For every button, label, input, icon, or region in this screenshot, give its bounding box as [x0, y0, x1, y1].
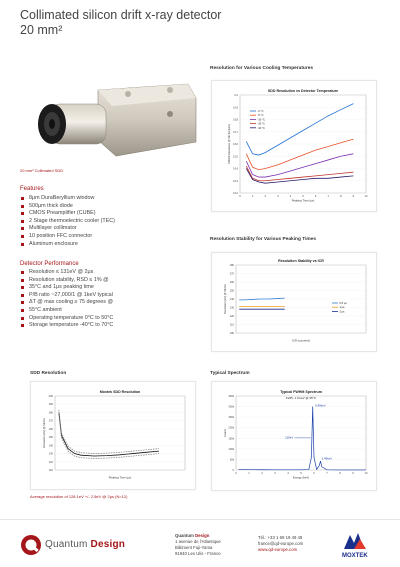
feature-item: CMOS Preamplifier (CUBE)	[20, 210, 195, 218]
wordmark-design: Design	[90, 539, 126, 550]
legend-label: -30 °C	[257, 126, 265, 130]
y-tick-label: 100	[229, 332, 234, 335]
y-tick-label: 0.18	[232, 118, 238, 122]
y-tick-label: 160	[48, 427, 53, 431]
wordmark-quantum: Quantum	[45, 539, 88, 550]
performance-item: ΔT @ max cooling ≥ 75 degrees @	[20, 299, 195, 307]
y-tick-label: 190	[48, 403, 53, 407]
product-photo	[20, 70, 198, 166]
figure-title-stability: Resolution Stability for Various Peaking Times	[210, 237, 317, 242]
moxtek-logo	[340, 531, 380, 564]
website-link[interactable]: www.qd-europe.com	[258, 547, 298, 552]
series-line	[246, 139, 353, 170]
legend-label: 0.5 μs	[339, 302, 347, 305]
x-tick-label: 4	[287, 472, 289, 475]
features-heading: Features	[20, 186, 44, 192]
x-tick-label: 5	[302, 195, 304, 198]
title-line-2: 20 mm²	[20, 23, 63, 37]
y-tick-label: 200	[48, 395, 53, 398]
performance-heading: Detector Performance	[20, 261, 79, 267]
y-tick-label: 140	[48, 444, 53, 448]
performance-item: Resolution ≤ 131eV @ 2μs	[20, 269, 195, 277]
y-tick-label: 0.12	[232, 192, 238, 195]
y-tick-label: 200k	[228, 426, 234, 430]
performance-item: 55°C ambient	[20, 307, 195, 315]
y-tick-label: 0.19	[232, 106, 238, 110]
performance-list	[20, 269, 195, 330]
chart-svg	[212, 382, 376, 490]
company-address	[175, 533, 221, 557]
chart-title: Moxtek SDD Resolution	[99, 390, 141, 394]
phone-number: Tél.: +33 1 69 19 49 49	[258, 535, 303, 540]
y-tick-label: 0.15	[232, 155, 238, 159]
y-tick-label: 110	[48, 469, 53, 472]
address-line: 91940 Les Ulis - France	[175, 551, 221, 556]
features-list	[20, 195, 195, 248]
x-tick-label: 6	[313, 472, 315, 475]
chart-title: SDD Resolution vs Detector Temperature	[267, 89, 339, 93]
chart-svg	[31, 382, 195, 489]
y-tick-label: 150k	[228, 437, 234, 441]
contact-info	[258, 535, 303, 553]
chart-subtitle: Fe55, 1.0 keV @ 35°C	[285, 396, 317, 400]
x-tick-label: 3	[277, 195, 279, 198]
legend-label: -5 °C	[257, 114, 264, 118]
x-tick-label: 0	[235, 472, 237, 475]
x-axis-label: ICR (counts/s)	[292, 338, 310, 343]
chart-svg	[212, 253, 376, 351]
feature-item: Aluminum enclosure	[20, 241, 195, 249]
series-line	[59, 412, 159, 456]
x-axis-label: Energy (keV)	[292, 475, 310, 480]
feature-item: 8μm DuraBeryllium window	[20, 195, 195, 203]
x-tick-label: 9	[352, 472, 354, 475]
series-line	[59, 410, 159, 454]
feature-item: Multilayer collimator	[20, 225, 195, 233]
y-tick-label: 0.16	[232, 143, 238, 146]
x-tick-label: 5	[300, 472, 302, 475]
y-tick-label: 50k	[229, 458, 234, 462]
figure-title-spectrum: Typical Spectrum	[210, 371, 250, 376]
y-tick-label: 300k	[228, 405, 234, 409]
performance-item: P/B ratio ~27,000/1 @ 1keV typical	[20, 292, 195, 300]
figure-title-sdd-resolution: SDD Resolution	[30, 371, 67, 376]
legend-label: -0 °C	[257, 110, 264, 113]
plot-area	[236, 396, 366, 470]
performance-item: 35°C and 1μs peaking time	[20, 284, 195, 292]
y-tick-label: 0.13	[232, 179, 238, 183]
x-tick-label: 1	[251, 195, 254, 198]
address-line: 1 avenue de l'Atlantique	[175, 539, 221, 544]
figure-title-cooling: Resolution for Various Cooling Temperatures	[210, 66, 314, 71]
y-tick-label: 130	[229, 306, 234, 310]
company-name: Quantum Design	[175, 533, 210, 538]
x-tick-label: 0	[239, 195, 241, 198]
x-tick-label: 6	[314, 195, 317, 198]
chart-typical-spectrum	[211, 381, 377, 491]
y-tick-label: 350k	[228, 395, 234, 398]
chart-resolution-vs-temperature	[211, 80, 377, 212]
legend-label: 2 μs	[339, 310, 345, 314]
quantum-design-wordmark	[45, 539, 125, 550]
y-tick-label: 110	[229, 323, 234, 327]
annotation-label: 5.89keV	[315, 403, 326, 408]
title-line-1: Collimated silicon drift x-ray detector	[20, 8, 222, 22]
x-tick-label: 1	[248, 472, 250, 475]
feature-item: 500μm thick diode	[20, 203, 195, 211]
chart-title: Resolution Stability vs ICR	[278, 259, 324, 263]
document-title	[20, 8, 221, 38]
x-tick-label: 9	[352, 195, 355, 198]
chart-sdd-resolution	[30, 381, 196, 490]
y-tick-label: 150	[48, 436, 53, 440]
x-axis-label: Peaking Time (μs)	[108, 475, 132, 480]
y-tick-label: 0.2	[234, 94, 238, 97]
y-tick-label: 100k	[228, 447, 234, 451]
y-tick-label: 180	[48, 411, 53, 415]
y-tick-label: 250k	[228, 416, 234, 420]
performance-item: Operating temperature 0°C to 50°C	[20, 315, 195, 323]
feature-item: 2 Stage thermoelectric cooler (TEC)	[20, 218, 195, 226]
address-line: Bâtiment Fuji-Yama	[175, 545, 213, 550]
performance-item: Resolution stability, RSD ≤ 1% @	[20, 277, 195, 285]
x-tick-label: 4	[289, 195, 292, 198]
legend-label: -20 °C	[257, 122, 265, 126]
footer-divider	[0, 519, 400, 520]
y-axis-label: FWHM Resolution @ Mn Kα (keV)	[228, 124, 231, 164]
y-tick-label: 0.17	[232, 130, 238, 134]
y-axis-label: Resolution (eV) @ Mn Kα	[224, 284, 227, 314]
x-tick-label: 2	[264, 195, 266, 198]
y-axis-label: Resolution (eV) @ Mn Kα	[43, 418, 46, 448]
y-tick-label: 170	[229, 272, 234, 276]
x-tick-label: 8	[339, 472, 341, 475]
x-tick-label: 7	[327, 195, 329, 198]
y-tick-label: 140	[229, 298, 234, 301]
performance-item: Storage temperature -40°C to 70°C	[20, 322, 195, 330]
plot-area	[55, 396, 185, 470]
legend-label: -10 °C	[257, 118, 265, 122]
resolution-footnote: Average resolution of 128.1eV +/- 2.5eV @ 2μs (N=12)	[30, 494, 128, 499]
x-tick-label: 10	[364, 195, 368, 198]
photo-caption: 20 mm² Collimated SDD	[20, 168, 64, 173]
annotation-label: 128eV	[285, 435, 294, 440]
x-tick-label: 7	[326, 472, 328, 475]
y-tick-label: 0.14	[232, 167, 238, 171]
y-tick-label: 170	[48, 419, 53, 423]
y-axis-label: Counts	[224, 428, 227, 438]
series-line	[59, 415, 159, 459]
moxtek-wordmark: MOXTEK	[342, 553, 368, 559]
x-axis-label: Peaking Time (μs)	[291, 198, 315, 203]
x-tick-label: 2	[261, 472, 263, 475]
email-address[interactable]: france@qd-europe.com	[258, 541, 304, 546]
feature-item: 10 position FFC connector	[20, 233, 195, 241]
y-tick-label: 0	[232, 469, 234, 472]
y-tick-label: 120	[229, 315, 234, 318]
x-tick-label: 8	[340, 195, 342, 198]
y-tick-label: 160	[229, 281, 234, 284]
quantum-design-logo-icon	[20, 534, 42, 561]
chart-resolution-stability	[211, 252, 377, 352]
x-tick-label: 10	[364, 472, 368, 475]
chart-title: Typical FWHM Spectrum	[280, 390, 322, 394]
y-tick-label: 180	[229, 264, 234, 267]
x-tick-label: 3	[274, 472, 276, 475]
y-tick-label: 150	[229, 289, 234, 293]
legend-label: 1 μs	[339, 306, 345, 310]
y-tick-label: 130	[48, 452, 53, 456]
annotation-label: 6.49keV	[321, 456, 333, 461]
chart-svg	[212, 81, 376, 211]
y-tick-label: 120	[48, 460, 53, 464]
